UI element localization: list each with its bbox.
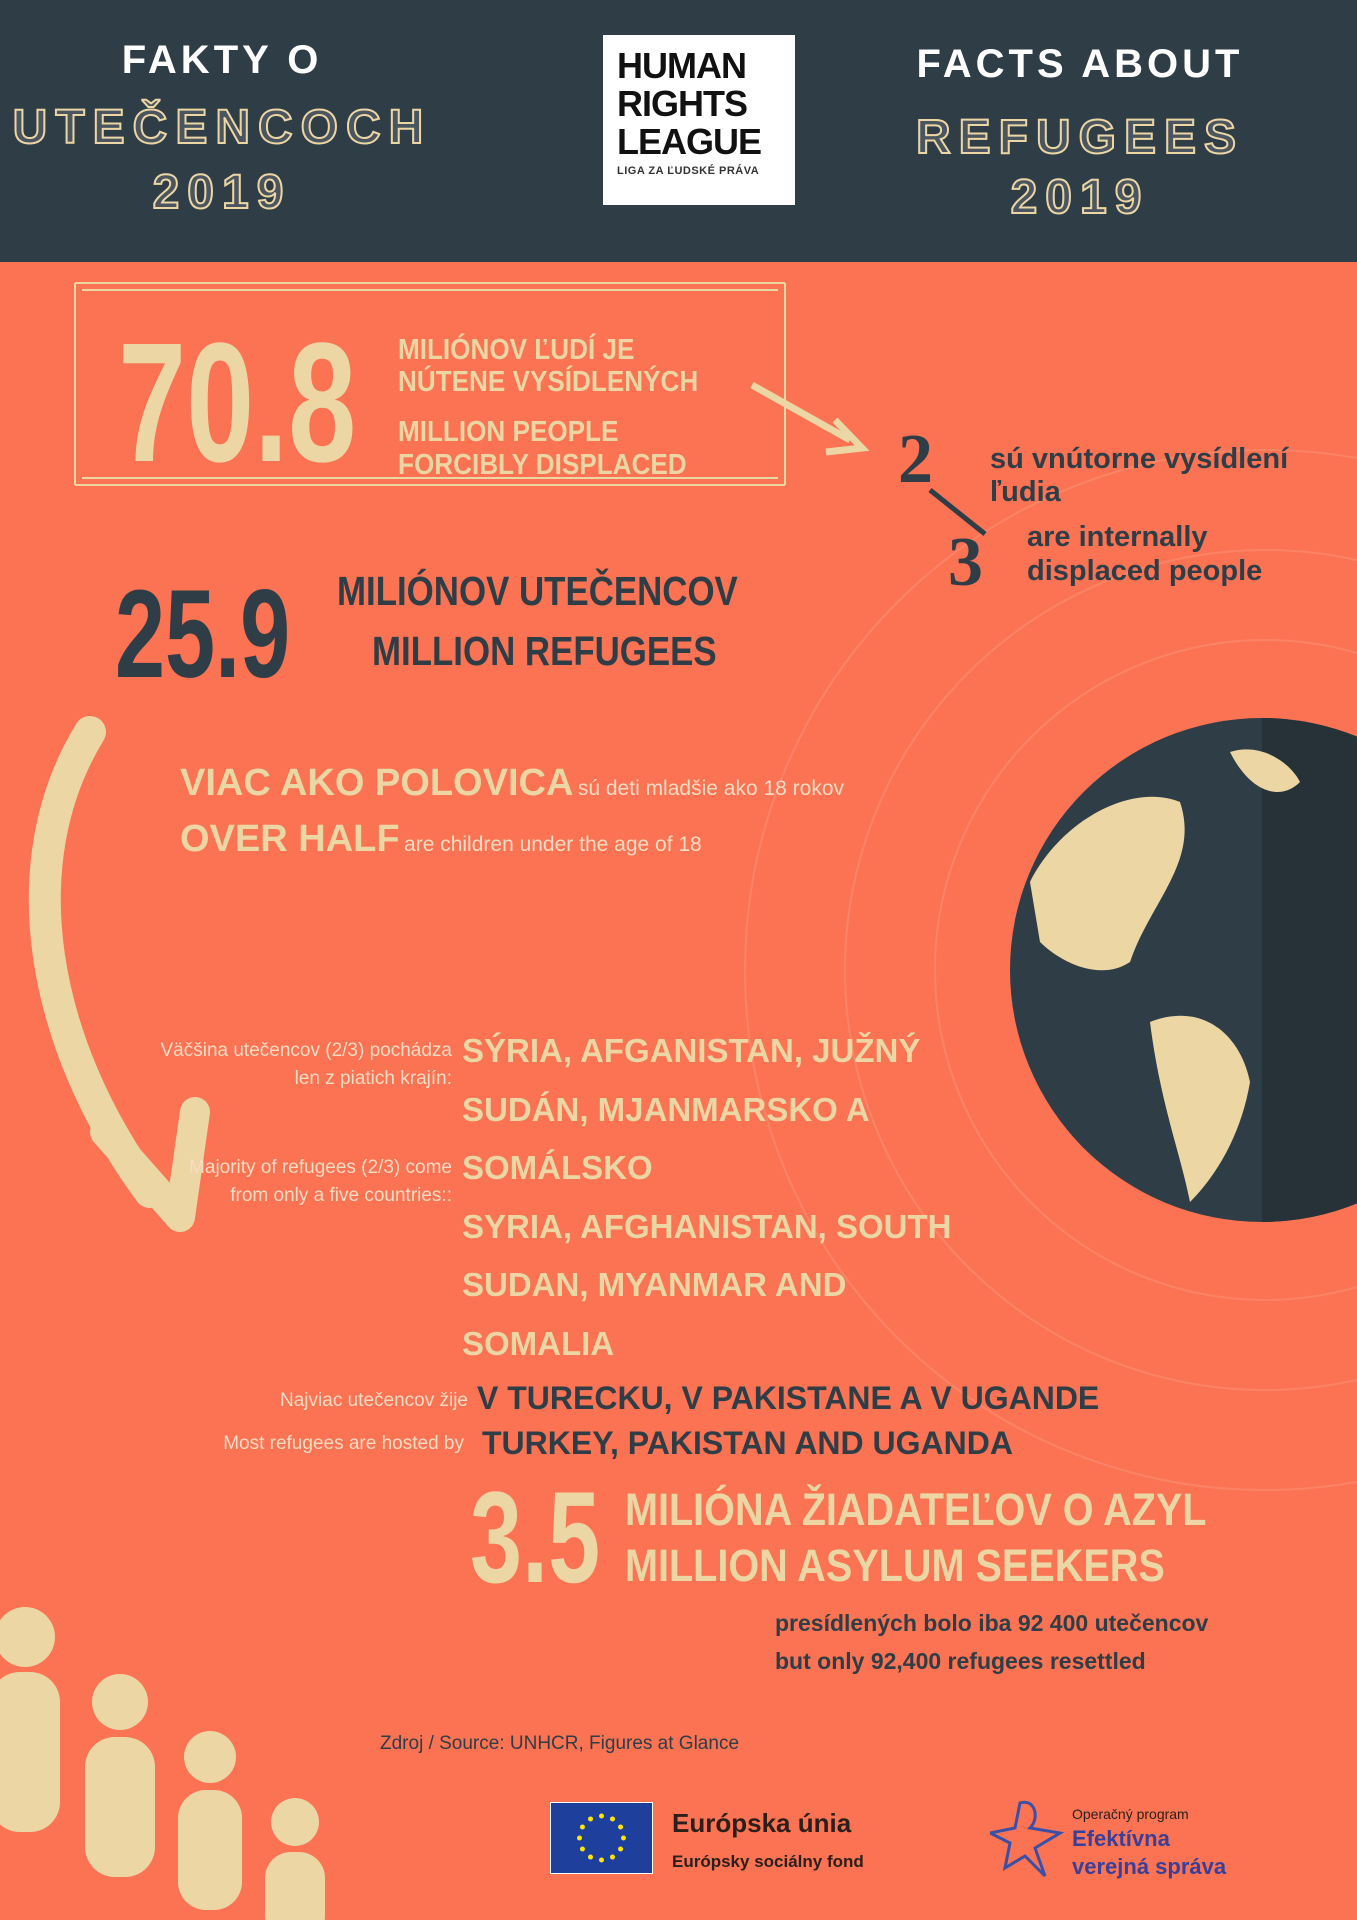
eu-star-icon bbox=[618, 1847, 623, 1852]
asylum-en: MILLION ASYLUM SEEKERS bbox=[625, 1540, 1165, 1591]
asylum-sk: MILIÓNA ŽIADATEĽOV O AZYL bbox=[625, 1484, 1207, 1535]
asylum-number: 3.5 bbox=[470, 1464, 601, 1610]
logo-line2: RIGHTS bbox=[617, 83, 748, 124]
hrl-logo bbox=[603, 35, 795, 205]
title-sk-line2: UTEČENCOCH bbox=[12, 101, 432, 154]
country-line: SOMALIA bbox=[462, 1324, 615, 1362]
eu-subtitle: Európsky sociálny fond bbox=[672, 1852, 864, 1871]
arrow-icon bbox=[752, 385, 850, 440]
origin-sk-label-1: Väčšina utečencov (2/3) pochádza bbox=[160, 1040, 452, 1061]
hosts-sk-value: V TURECKU, V PAKISTANE A V UGANDE bbox=[477, 1380, 1100, 1416]
op-star-logo-icon bbox=[990, 1798, 1065, 1880]
children-sk-bold: VIAC AKO POLOVICA bbox=[180, 762, 574, 804]
hosts-en-value: TURKEY, PAKISTAN AND UGANDA bbox=[482, 1425, 1013, 1461]
asylum-note-sk: presídlených bolo iba 92 400 utečencov bbox=[775, 1610, 1209, 1636]
eu-star-icon bbox=[588, 1816, 593, 1821]
title-sk-line3: 2019 bbox=[152, 166, 292, 219]
origin-countries bbox=[462, 1022, 952, 1373]
eu-star-icon bbox=[580, 1825, 585, 1830]
logo-line3: LEAGUE bbox=[617, 121, 762, 162]
children-sk-rest: sú deti mladšie ako 18 rokov bbox=[577, 777, 844, 800]
origin-en-label-2: from only a five countries:: bbox=[230, 1185, 452, 1206]
internal-sk-1: sú vnútorne vysídlení bbox=[990, 443, 1289, 475]
eu-star-icon bbox=[577, 1836, 582, 1841]
logo-line1: HUMAN bbox=[617, 45, 746, 86]
title-en-line1: FACTS ABOUT bbox=[916, 42, 1244, 86]
country-line: SUDÁN, MJANMARSKO A bbox=[462, 1090, 870, 1128]
op-line1: Operačný program bbox=[1072, 1806, 1189, 1822]
country-line: SYRIA, AFGHANISTAN, SOUTH bbox=[462, 1207, 952, 1245]
logo-subtitle: LIGA ZA ĽUDSKÉ PRÁVA bbox=[617, 165, 760, 177]
op-line2: Efektívna bbox=[1072, 1826, 1170, 1851]
header bbox=[0, 0, 1357, 262]
displaced-en-2: FORCIBLY DISPLACED bbox=[398, 449, 687, 481]
displaced-sk-2: NÚTENE VYSÍDLENÝCH bbox=[398, 366, 699, 398]
globe-icon bbox=[1010, 718, 1357, 1222]
displaced-sk-1: MILIÓNOV ĽUDÍ JE bbox=[398, 334, 635, 366]
children-en-bold: OVER HALF bbox=[180, 818, 400, 860]
children-sk bbox=[180, 762, 844, 805]
source-note: Zdroj / Source: UNHCR, Figures at Glance bbox=[380, 1733, 740, 1754]
internal-en-1: are internally bbox=[1027, 521, 1208, 553]
title-en-line2: REFUGEES bbox=[915, 111, 1245, 164]
people-icons bbox=[0, 1607, 325, 1920]
asylum-note-en: but only 92,400 refugees resettled bbox=[775, 1648, 1146, 1674]
eu-star-icon bbox=[599, 1814, 604, 1819]
eu-star-icon bbox=[618, 1825, 623, 1830]
refugees-sk: MILIÓNOV UTEČENCOV bbox=[337, 568, 738, 614]
hosts-sk-label: Najviac utečencov žije bbox=[280, 1390, 468, 1411]
internal-en-2: displaced people bbox=[1027, 555, 1263, 587]
country-line: SUDAN, MYANMAR AND bbox=[462, 1266, 847, 1303]
origin-en-label-1: Majority of refugees (2/3) come bbox=[189, 1157, 452, 1178]
hosts-en-label: Most refugees are hosted by bbox=[223, 1433, 464, 1454]
country-line: SOMÁLSKO bbox=[462, 1149, 653, 1186]
title-sk-line1: FAKTY O bbox=[121, 38, 323, 82]
title-en-line3: 2019 bbox=[1010, 171, 1150, 224]
displaced-en-1: MILLION PEOPLE bbox=[398, 416, 619, 448]
eu-star-icon bbox=[610, 1816, 615, 1821]
internal-sk-2: ľudia bbox=[990, 476, 1061, 508]
refugees-number: 25.9 bbox=[115, 565, 291, 704]
fraction-denominator: 3 bbox=[948, 524, 983, 601]
eu-star-icon bbox=[588, 1855, 593, 1860]
eu-star-icon bbox=[610, 1855, 615, 1860]
displaced-number: 70.8 bbox=[118, 308, 357, 498]
eu-star-icon bbox=[580, 1847, 585, 1852]
origin-sk-label-2: len z piatich krajín: bbox=[294, 1068, 452, 1089]
children-en bbox=[180, 818, 702, 861]
eu-flag-icon bbox=[550, 1802, 653, 1874]
country-line: SÝRIA, AFGANISTAN, JUŽNÝ bbox=[462, 1032, 921, 1069]
curved-arrowhead-icon bbox=[105, 1112, 195, 1217]
eu-star-icon bbox=[599, 1858, 604, 1863]
eu-star-icon bbox=[621, 1836, 626, 1841]
refugees-en: MILLION REFUGEES bbox=[372, 628, 717, 674]
fraction-numerator: 2 bbox=[898, 421, 933, 498]
op-line3: verejná správa bbox=[1072, 1854, 1227, 1879]
eu-title: Európska únia bbox=[672, 1808, 852, 1838]
children-en-rest: are children under the age of 18 bbox=[404, 833, 702, 856]
